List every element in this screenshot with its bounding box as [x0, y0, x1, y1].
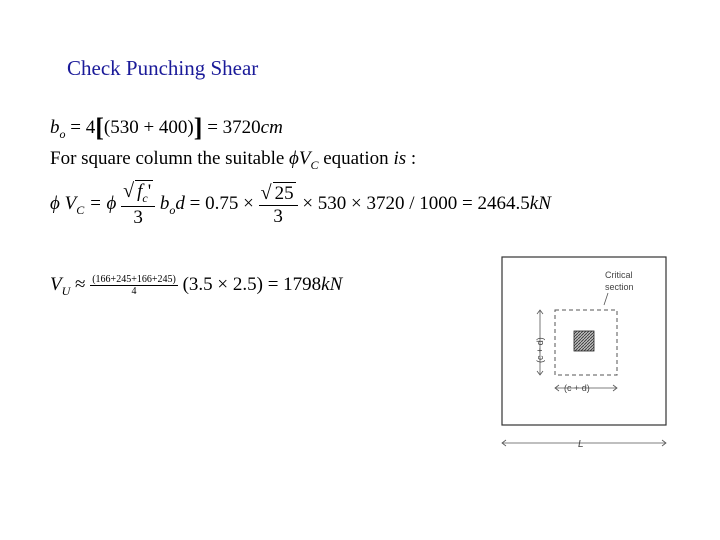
slide-title: Check Punching Shear	[67, 56, 259, 80]
area-term: (3.5 × 2.5)	[182, 274, 263, 295]
fraction-sqrt-25: $\frac{√ 25}{3}$	[259, 182, 298, 228]
vc-subscript: C	[76, 202, 85, 217]
coefficient-part: = 0.75 ×	[184, 192, 254, 214]
denominator: 3	[273, 205, 283, 227]
equation-bo	[50, 113, 283, 143]
bo-subscript: o	[59, 127, 66, 141]
product-result: × 530 × 3720 / 1000 = 2464.5	[302, 192, 530, 214]
fraction-sqrt-fc: $\frac{√ f_c'}{3}$	[121, 180, 155, 229]
result: = 1798	[267, 274, 322, 295]
open-bracket: [	[95, 113, 104, 142]
fc-variable: f	[137, 181, 143, 202]
sqrt-25: 25	[274, 182, 294, 204]
footing-plan-diagram	[500, 255, 668, 455]
equals-sign: =	[70, 117, 81, 138]
unit: kN	[529, 192, 551, 214]
denominator: 3	[133, 207, 143, 228]
approx-sign: ≈	[75, 274, 91, 295]
vc-variable: V	[298, 148, 311, 169]
horizontal-dimension-label: (c + d)	[564, 383, 590, 393]
equation-text-line	[50, 148, 416, 173]
vertical-dimension-label: (c + d)	[535, 337, 545, 363]
prime: '	[147, 181, 152, 202]
phi-symbol: ϕ	[50, 192, 60, 214]
unit: cm	[260, 117, 283, 138]
vc-subscript: C	[310, 158, 319, 172]
coefficient: 4	[85, 117, 96, 138]
numerator: (166+245+166+245)	[92, 274, 176, 286]
fraction-average-load	[90, 274, 178, 297]
equation-word: equation	[318, 148, 394, 169]
column-square	[574, 331, 594, 351]
line-text: For square column the suitable	[50, 148, 290, 169]
vu-variable: V	[50, 274, 62, 295]
equation-phi-vc	[50, 180, 551, 229]
close-bracket: ]	[193, 113, 203, 142]
is-word: is	[393, 148, 407, 169]
critical-section-figure	[500, 255, 668, 455]
vu-subscript: U	[61, 284, 71, 298]
overall-dimension-label: L	[578, 439, 584, 450]
vc-variable: V	[64, 192, 77, 214]
phi-symbol: ϕ	[289, 148, 299, 169]
colon: :	[406, 148, 417, 169]
equation-vu	[50, 274, 342, 299]
denominator: 4	[131, 286, 137, 298]
b-variable: b	[159, 192, 170, 214]
result: = 3720	[207, 117, 261, 138]
critical-label-2: section	[605, 282, 634, 292]
bo-variable: b	[50, 117, 60, 138]
fc-subscript: c	[142, 191, 148, 205]
inner-sum: (530 + 400)	[103, 117, 194, 138]
critical-label-1: Critical	[605, 270, 633, 280]
b-subscript: o	[169, 202, 176, 217]
unit: kN	[321, 274, 343, 295]
d-variable: d	[175, 192, 185, 214]
equals-phi: = ϕ	[84, 192, 117, 214]
